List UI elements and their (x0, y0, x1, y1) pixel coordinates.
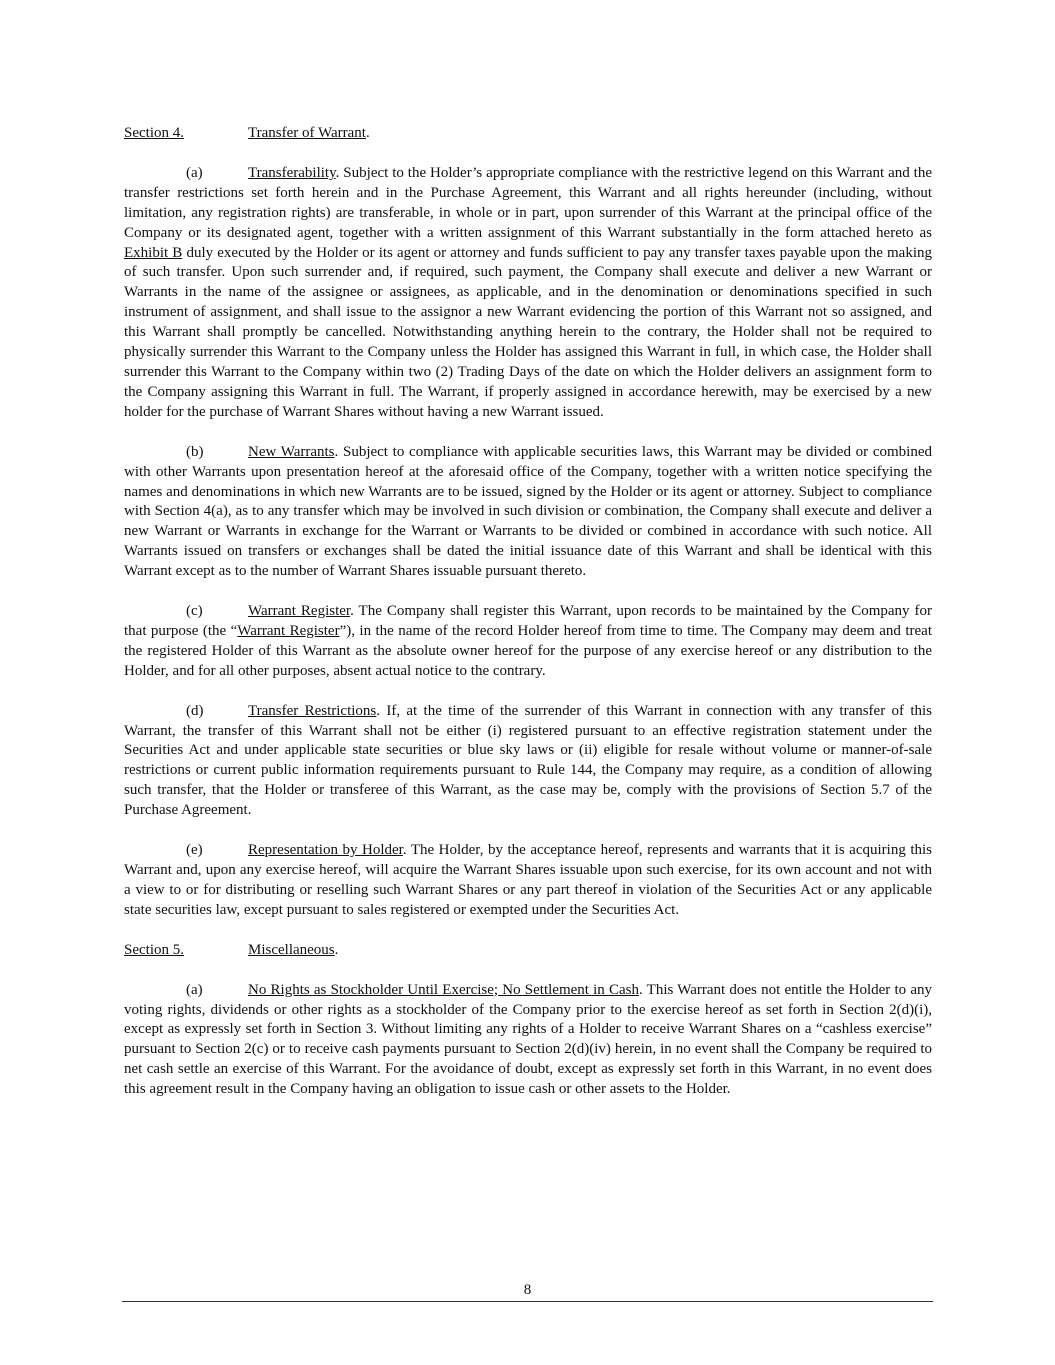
section-4-heading: Section 4. Transfer of Warrant. (124, 124, 932, 144)
paragraph-4c (124, 602, 932, 682)
section-title: Miscellaneous (248, 941, 335, 958)
footer-rule (122, 1301, 933, 1302)
paragraph-text: . If, at the time of the surrender of this Warrant in connection with any transfer of this Warrant, the transfer of this Warrant shall not be either (i) registered pursuant to an effective registration statement under the Securities Act and under applicable state securities or blue sky laws or (ii) eligible for resale without volume or manner-of-sale restrictions or current public information requirements pursuant to Rule 144, the Company may require, as a condition of allowing such transfer, that the Holder or transferee of this Warrant, as the case may be, comply with the provisions of Section 5.7 of the Purchase Agreement. (124, 702, 933, 819)
paragraph-title: New Warrants (248, 443, 335, 460)
paragraph-label: (a) (186, 981, 203, 998)
paragraph-5a (124, 981, 932, 1100)
paragraph-title: Warrant Register (248, 603, 351, 620)
paragraph-4b (124, 443, 932, 582)
paragraph-title: Transfer Restrictions (248, 702, 377, 719)
paragraph-text: . The Company shall register this Warrant, upon records to be maintained by the Company for that purpose (the “ (124, 603, 933, 639)
paragraph-title: Transferability (248, 164, 336, 181)
paragraph-label: (c) (186, 603, 203, 620)
paragraph-4d (124, 702, 932, 821)
paragraph-text: duly executed by the Holder or its agent or attorney and funds sufficient to pay any transfer taxes payable upon the making of such transfer. Upon such surrender and, if required, such payment, the Company shall execute and deliver a new Warrant or Warrants in the name of the assignee or assignees, as applicable, and in the denomination or denominations specified in such instrument of assignment, and shall issue to the assignor a new Warrant evidencing the portion of this Warrant not so assigned, and this Warrant shall promptly be cancelled. Notwithstanding anything herein to the contrary, the Holder shall not be required to physically surrender this Warrant to the Company unless the Holder has assigned this Warrant in full, in which case, the Holder shall surrender this Warrant to the Company within two (2) Trading Days of the date on which the Holder delivers an assignment form to the Company assigning this Warrant in full. The Warrant, if properly assigned in accordance herewith, may be exercised by a new holder for the purchase of Warrant Shares without having a new Warrant issued. (124, 244, 932, 420)
section-number: Section 5. (124, 941, 184, 958)
section-number: Section 4. (124, 125, 184, 141)
paragraph-text: . Subject to the Holder’s appropriate compliance with the restrictive legend on this Warrant and the transfer restrictions set forth herein and in the Purchase Agreement, this Warrant and all rights hereunder (including, without limitation, any registration rights) are transferable, in whole or in part, upon surrender of this Warrant at the principal office of the Company or its designated agent, together with a written assignment of this Warrant substantially in the form attached hereto as (124, 164, 932, 241)
paragraph-text: . This Warrant does not entitle the Holder to any voting rights, dividends or other rights as a stockholder of the Company prior to the exercise hereof as set forth in Section 2(d)(i), except as expressly set forth in Section 3. Without limiting any rights of a Holder to receive Warrant Shares on a “cashless exercise” pursuant to Section 2(c) or to receive cash payments pursuant to Section 2(d)(iv) herein, in no event shall the Company be required to net cash settle an exercise of this Warrant. For the avoidance of doubt, except as expressly set forth in this Warrant, in no event does this agreement result in the Company having an obligation to issue cash or other assets to the Holder. (124, 981, 932, 1098)
section-5-heading: Section 5. Miscellaneous. (124, 941, 932, 961)
paragraph-4a (124, 164, 932, 423)
paragraph-title: No Rights as Stockholder Until Exercise; No Settlement in Cash (248, 981, 640, 998)
paragraph-label: (e) (186, 842, 203, 859)
section-title: Transfer of Warrant (248, 125, 366, 141)
document-page (124, 124, 932, 1120)
paragraph-label: (b) (186, 443, 204, 460)
paragraph-label: (d) (186, 702, 204, 719)
paragraph-title: Representation by Holder (248, 842, 403, 859)
exhibit-reference: Exhibit B (124, 244, 183, 261)
page-number: 8 (523, 1282, 532, 1298)
defined-term: Warrant Register (237, 622, 340, 639)
paragraph-label: (a) (186, 164, 203, 181)
paragraph-4e (124, 841, 932, 921)
paragraph-text: ”), in the name of the record Holder hereof from time to time. The Company may deem and treat the registered Holder of this Warrant as the absolute owner hereof for the purpose of any exercise hereof or any distribution to the Holder, and for all other purposes, absent actual notice to the contrary. (124, 622, 932, 679)
paragraph-text: . The Holder, by the acceptance hereof, represents and warrants that it is acquiring this Warrant and, upon any exercise hereof, will acquire the Warrant Shares issuable upon such exercise, for its own account and not with a view to or for distributing or reselling such Warrant Shares or any part thereof in violation of the Securities Act or any applicable state securities law, except pursuant to sales registered or exempted under the Securities Act. (124, 842, 933, 918)
paragraph-text: . Subject to compliance with applicable securities laws, this Warrant may be divided or combined with other Warrants upon presentation hereof at the aforesaid office of the Company, together with a written notice specifying the names and denominations in which new Warrants are to be issued, signed by the Holder or its agent or attorney. Subject to compliance with Section 4(a), as to any transfer which may be involved in such division or combination, the Company shall execute and deliver a new Warrant or Warrants in exchange for the Warrant or Warrants to be divided or combined in accordance with such notice. All Warrants issued on transfers or exchanges shall be dated the initial issuance date of this Warrant and shall be identical with this Warrant except as to the number of Warrant Shares issuable pursuant thereto. (124, 443, 933, 580)
